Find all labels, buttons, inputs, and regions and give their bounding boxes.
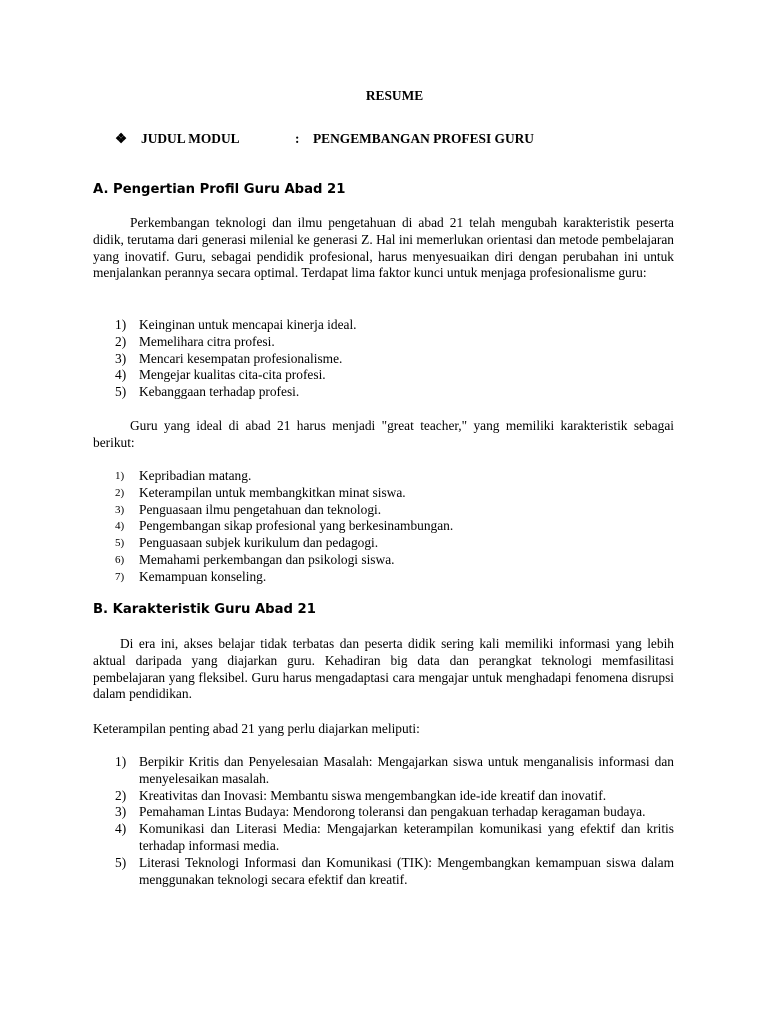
diamond-bullet-icon: ❖ <box>115 131 128 146</box>
list-text: Kebanggaan terhadap profesi. <box>139 384 300 400</box>
module-title-row <box>115 131 675 148</box>
list-item <box>93 788 674 805</box>
module-value: PENGEMBANGAN PROFESI GURU <box>313 131 534 146</box>
list-number: 4) <box>115 520 125 533</box>
list-text: Mencari kesempatan profesionalisme. <box>139 350 343 366</box>
list-item <box>93 855 674 889</box>
list-item <box>93 502 674 519</box>
skills-list <box>93 754 674 888</box>
list-item <box>93 754 674 788</box>
list-number: 3) <box>115 804 127 820</box>
list-number: 4) <box>115 367 127 383</box>
list-number: 5) <box>115 537 125 550</box>
list-text: Komunikasi dan Literasi Media: Mengajarkan keterampilan komunikasi yang efektif dan kritis terhadap informasi media. <box>139 821 674 853</box>
list-text: Berpikir Kritis dan Penyelesaian Masalah: Mengajarkan siswa untuk menganalisis informasi dan menyelesaikan masalah. <box>139 754 674 786</box>
list-item <box>93 334 674 351</box>
list-text: Kepribadian matang. <box>139 468 252 483</box>
list-text: Kemampuan konseling. <box>139 568 267 584</box>
list-number: 3) <box>115 503 125 516</box>
list-item <box>93 317 674 334</box>
list-item <box>93 535 674 552</box>
list-text: Keterampilan untuk membangkitkan minat siswa. <box>139 484 406 500</box>
section-b-heading: B. Karakteristik Guru Abad 21 <box>93 602 316 617</box>
list-item <box>93 804 674 821</box>
list-number: 5) <box>115 384 127 400</box>
section-a-paragraph-1: Perkembangan teknologi dan ilmu pengetahuan di abad 21 telah mengubah karakteristik peserta didik, terutama dari generasi milenial ke generasi Z. Hal ini memerlukan orientasi dan metode pembelajaran yang inovatif. Guru, sebagai pendidik profesional, harus menyesuaikan diri dengan perubahan ini untuk menjalankan perannya secara optimal. Terdapat lima faktor kunci untuk menjaga profesionalisme guru: <box>93 215 674 281</box>
section-b-paragraph-2: Keterampilan penting abad 21 yang perlu diajarkan meliputi: <box>93 721 420 736</box>
section-b-paragraph-1: Di era ini, akses belajar tidak terbatas dan peserta didik sering kali memiliki informasi yang lebih aktual daripada yang diajarkan guru. Kehadiran big data dan perangkat teknologi memfasilitasi pembelajaran yang fleksibel. Guru harus mengadaptasi cara mengajar untuk menghadapi fenomena disrupsi dalam pendidikan. <box>93 636 674 702</box>
list-number: 2) <box>115 333 127 349</box>
list-number: 1) <box>115 470 125 482</box>
list-number: 6) <box>115 553 125 566</box>
list-item <box>93 468 674 485</box>
list-number: 1) <box>115 754 127 769</box>
list-number: 4) <box>115 821 127 837</box>
list-item <box>93 552 674 569</box>
list-number: 2) <box>115 787 127 803</box>
list-number: 3) <box>115 350 127 366</box>
list-text: Keinginan untuk mencapai kinerja ideal. <box>139 317 357 332</box>
list-text: Penguasaan ilmu pengetahuan dan teknologi. <box>139 501 382 517</box>
list-item <box>93 569 674 586</box>
list-item <box>93 384 674 401</box>
module-colon: : <box>295 131 300 146</box>
professionalism-factors-list <box>93 317 674 401</box>
page-title: RESUME <box>365 88 424 103</box>
list-text: Literasi Teknologi Informasi dan Komunikasi (TIK): Mengembangkan kemampuan siswa dalam menggunakan teknologi secara efektif dan kreatif. <box>139 854 674 887</box>
list-text: Penguasaan subjek kurikulum dan pedagogi. <box>139 535 379 551</box>
great-teacher-list <box>93 468 674 586</box>
list-text: Memahami perkembangan dan psikologi siswa. <box>139 551 395 567</box>
list-item <box>93 518 674 535</box>
list-text: Pengembangan sikap profesional yang berkesinambungan. <box>139 518 454 534</box>
list-item <box>93 367 674 384</box>
module-label: JUDUL MODUL <box>141 131 240 146</box>
list-item <box>93 821 674 855</box>
list-number: 5) <box>115 854 127 870</box>
list-number: 1) <box>115 317 127 332</box>
list-item <box>93 485 674 502</box>
section-a-paragraph-2: Guru yang ideal di abad 21 harus menjadi "great teacher," yang memiliki karakteristik sebagai berikut: <box>93 418 674 450</box>
list-text: Kreativitas dan Inovasi: Membantu siswa mengembangkan ide-ide kreatif dan inovatif. <box>139 787 607 803</box>
list-number: 2) <box>115 486 125 499</box>
section-a-heading: A. Pengertian Profil Guru Abad 21 <box>93 182 346 197</box>
list-text: Memelihara citra profesi. <box>139 333 275 349</box>
list-text: Mengejar kualitas cita-cita profesi. <box>139 367 326 383</box>
list-item <box>93 351 674 368</box>
list-text: Pemahaman Lintas Budaya: Mendorong toleransi dan pengakuan terhadap keragaman budaya. <box>139 804 646 820</box>
list-number: 7) <box>115 570 125 583</box>
